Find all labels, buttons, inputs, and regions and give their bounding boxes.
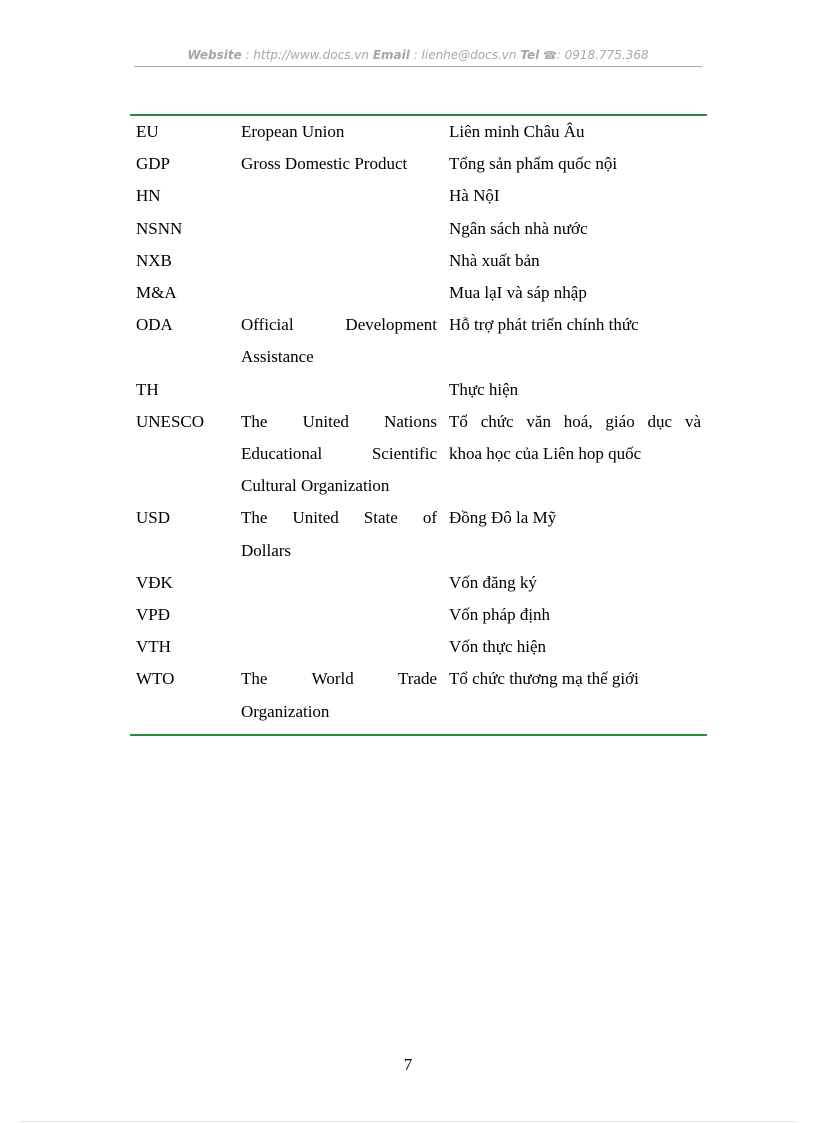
page-header bbox=[134, 48, 702, 62]
abbreviation-cell: WTO bbox=[136, 669, 175, 689]
vietnamese-term-cell bbox=[449, 599, 707, 631]
abbreviation-cell: USD bbox=[136, 508, 171, 528]
telephone-icon: ☎ bbox=[543, 49, 557, 62]
tel-value: : 0918.775.368 bbox=[556, 48, 649, 62]
table-row bbox=[130, 148, 707, 180]
abbreviation-cell: NSNN bbox=[136, 218, 183, 238]
table-row bbox=[130, 567, 707, 599]
website-url: : http://www.docs.vn bbox=[245, 48, 369, 62]
abbreviation-cell: EU bbox=[136, 122, 159, 141]
english-term-line: Eropean Union bbox=[241, 122, 345, 141]
vietnamese-term-line: khoa học của Liên hop quốc bbox=[449, 444, 642, 464]
english-term-line: Educational Scientific bbox=[241, 444, 437, 464]
english-term-cell bbox=[241, 277, 449, 309]
table-row bbox=[130, 502, 707, 566]
vietnamese-term-cell bbox=[449, 374, 707, 406]
abbreviation-cell: VTH bbox=[136, 637, 171, 657]
abbreviation-cell: M&A bbox=[136, 283, 177, 303]
vietnamese-term-cell bbox=[449, 245, 707, 277]
vietnamese-term-cell bbox=[449, 116, 707, 148]
vietnamese-term-line: Mua lạI và sáp nhập bbox=[449, 283, 587, 303]
english-term-cell bbox=[241, 213, 449, 245]
vietnamese-term-line: Ngân sách nhà nước bbox=[449, 218, 588, 238]
vietnamese-term-line: Thực hiện bbox=[449, 379, 519, 399]
vietnamese-term-line: Nhà xuất bản bbox=[449, 250, 540, 270]
vietnamese-term-cell bbox=[449, 213, 707, 245]
vietnamese-term-cell bbox=[449, 663, 707, 727]
abbreviation-cell: UNESCO bbox=[136, 411, 205, 431]
page-number: 7 bbox=[403, 1055, 413, 1074]
english-term-line: Cultural Organization bbox=[241, 476, 390, 496]
vietnamese-term-cell bbox=[449, 502, 707, 566]
english-term-line: The United State of bbox=[241, 508, 437, 528]
table-row bbox=[130, 663, 707, 727]
english-term-cell bbox=[241, 663, 449, 727]
english-term-line: The United Nations bbox=[241, 411, 437, 431]
table-row bbox=[130, 116, 707, 148]
table-row bbox=[130, 374, 707, 406]
table-row bbox=[130, 277, 707, 309]
abbreviation-cell: GDP bbox=[136, 154, 171, 174]
english-term-line: Dollars bbox=[241, 540, 292, 560]
english-term-cell bbox=[241, 116, 449, 148]
english-term-line: Assistance bbox=[241, 347, 314, 367]
vietnamese-term-cell bbox=[449, 309, 707, 373]
english-term-cell bbox=[241, 309, 449, 373]
vietnamese-term-cell bbox=[449, 148, 707, 180]
tel-label: Tel bbox=[520, 48, 540, 62]
vietnamese-term-line: Vốn đăng ký bbox=[449, 572, 537, 592]
vietnamese-term-line: Tổ chức văn hoá, giáo dục và bbox=[449, 411, 701, 431]
email-value: : lienhe@docs.vn bbox=[413, 48, 517, 62]
abbreviation-cell: VPĐ bbox=[136, 605, 171, 625]
english-term-cell bbox=[241, 631, 449, 663]
vietnamese-term-line: Liên minh Châu Âu bbox=[449, 122, 585, 141]
english-term-cell bbox=[241, 374, 449, 406]
table-row bbox=[130, 245, 707, 277]
vietnamese-term-cell bbox=[449, 631, 707, 663]
vietnamese-term-line: Vốn pháp định bbox=[449, 605, 551, 625]
table-row bbox=[130, 309, 707, 373]
english-term-line: The World Trade bbox=[241, 669, 437, 689]
table-row bbox=[130, 406, 707, 503]
vietnamese-term-line: Tổ chức thương mạ thế giới bbox=[449, 669, 639, 689]
english-term-cell bbox=[241, 567, 449, 599]
abbreviation-cell: ODA bbox=[136, 315, 173, 335]
abbreviation-table-body bbox=[130, 116, 707, 728]
abbreviation-cell: TH bbox=[136, 379, 159, 399]
header-divider bbox=[134, 66, 702, 67]
vietnamese-term-cell bbox=[449, 277, 707, 309]
english-term-cell bbox=[241, 148, 449, 180]
table-row bbox=[130, 213, 707, 245]
vietnamese-term-line: Hà NộI bbox=[449, 186, 500, 206]
vietnamese-term-line: Hỗ trợ phát triển chính thức bbox=[449, 315, 639, 335]
vietnamese-term-cell bbox=[449, 180, 707, 212]
table-row bbox=[130, 599, 707, 631]
vietnamese-term-line: Vốn thực hiện bbox=[449, 637, 547, 657]
table-row bbox=[130, 631, 707, 663]
vietnamese-term-cell bbox=[449, 567, 707, 599]
english-term-cell bbox=[241, 180, 449, 212]
english-term-cell bbox=[241, 245, 449, 277]
vietnamese-term-line: Đồng Đô la Mỹ bbox=[449, 508, 557, 528]
english-term-line: Organization bbox=[241, 701, 330, 721]
abbreviation-cell: VĐK bbox=[136, 572, 173, 592]
page-bottom-border bbox=[20, 1121, 796, 1122]
abbreviation-cell: HN bbox=[136, 186, 161, 206]
english-term-line: Official Development bbox=[241, 315, 437, 335]
english-term-cell bbox=[241, 502, 449, 566]
english-term-cell bbox=[241, 599, 449, 631]
english-term-cell bbox=[241, 406, 449, 503]
vietnamese-term-line: Tổng sản phẩm quốc nội bbox=[449, 154, 618, 174]
abbreviation-table bbox=[130, 116, 707, 728]
vietnamese-term-cell bbox=[449, 406, 707, 503]
website-label: Website bbox=[187, 48, 242, 62]
table-row bbox=[130, 180, 707, 212]
email-label: Email bbox=[372, 48, 410, 62]
english-term-line: Gross Domestic Product bbox=[241, 154, 408, 174]
abbreviation-cell: NXB bbox=[136, 250, 172, 270]
abbreviation-table-frame bbox=[130, 114, 707, 736]
